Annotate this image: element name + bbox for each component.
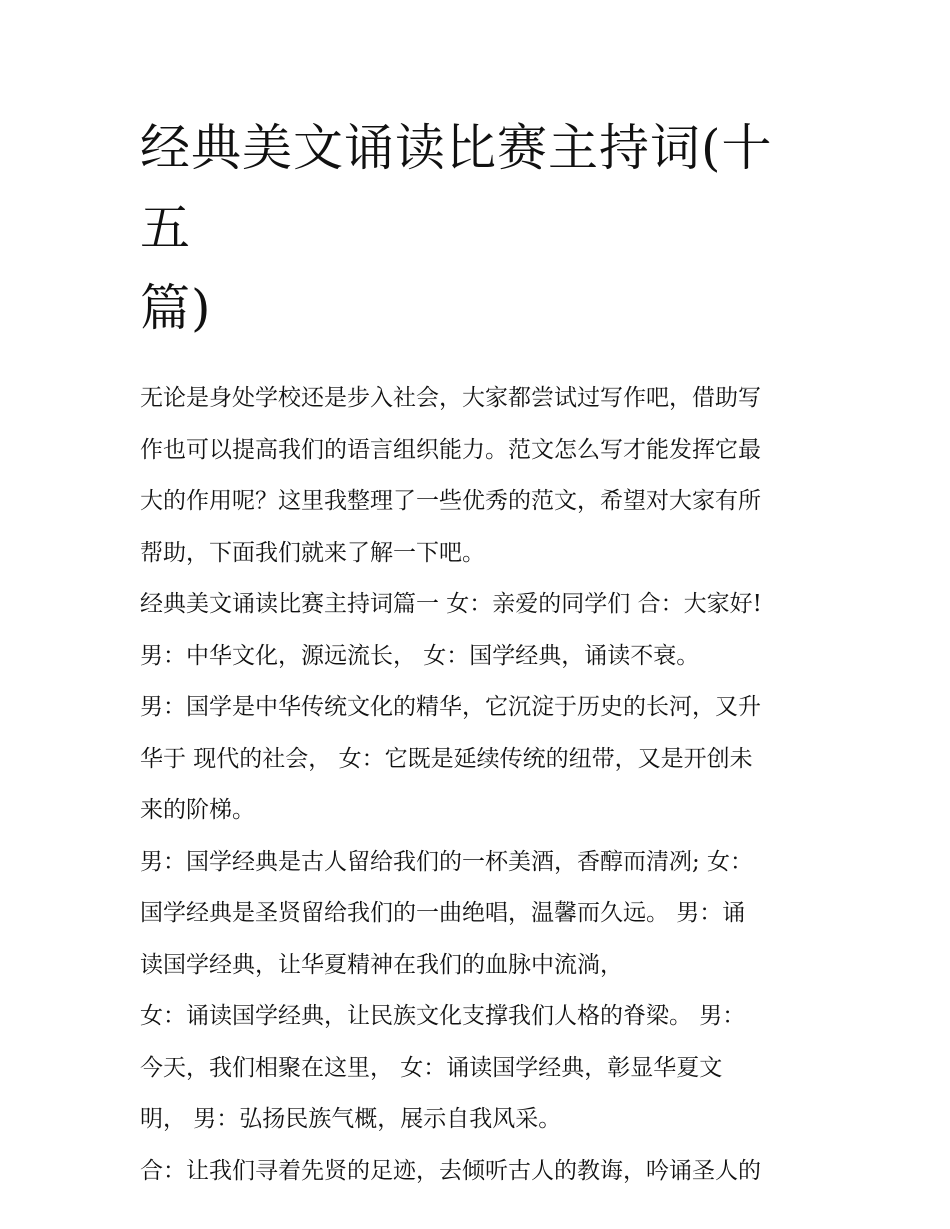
text-line: 合：让我们寻着先贤的足迹，去倾听古人的教诲，吟诵圣人的 — [140, 1157, 761, 1184]
document-body — [140, 373, 816, 1197]
text-line: 男：中华文化，源远流长， 女：国学经典，诵读不衰。 — [140, 642, 700, 669]
title-line: 篇) — [140, 279, 212, 337]
text-line: 作也可以提高我们的语言组织能力。范文怎么写才能发挥它最 — [140, 436, 761, 463]
text-line: 男：国学是中华传统文化的精华，它沉淀于历史的长河，又升 — [140, 694, 761, 720]
text-line: 女：诵读国学经典，让民族文化支撑我们人格的脊梁。 男： — [140, 1003, 746, 1029]
text-line: 来的阶梯。 — [140, 797, 255, 823]
title-line: 经典美文诵读比赛主持词(十五 — [140, 119, 773, 257]
text-line: 经典美文诵读比赛主持词篇一 女：亲爱的同学们 合：大家好! — [140, 591, 762, 617]
document-title — [140, 108, 816, 348]
text-line: 大的作用呢？这里我整理了一些优秀的范文，希望对大家有所 — [140, 488, 761, 514]
text-line: 华于 现代的社会， 女：它既是延续传统的纽带，又是开创未 — [140, 745, 753, 772]
text-line: 明， 男：弘扬民族气概，展示自我风采。 — [140, 1106, 562, 1132]
text-line: 读国学经典，让华夏精神在我们的血脉中流淌， — [140, 951, 623, 978]
text-line: 国学经典是圣贤留给我们的一曲绝唱，温馨而久远。 男：诵 — [140, 900, 746, 926]
text-line: 今天，我们相聚在这里， 女：诵读国学经典，彰显华夏文 — [140, 1054, 723, 1081]
text-line: 无论是身处学校还是步入社会，大家都尝试过写作吧，借助写 — [140, 385, 761, 411]
text-line: 帮助，下面我们就来了解一下吧。 — [140, 539, 485, 566]
document-page — [140, 108, 816, 1197]
text-line: 男：国学经典是古人留给我们的一杯美酒，香醇而清冽; 女： — [140, 848, 754, 875]
